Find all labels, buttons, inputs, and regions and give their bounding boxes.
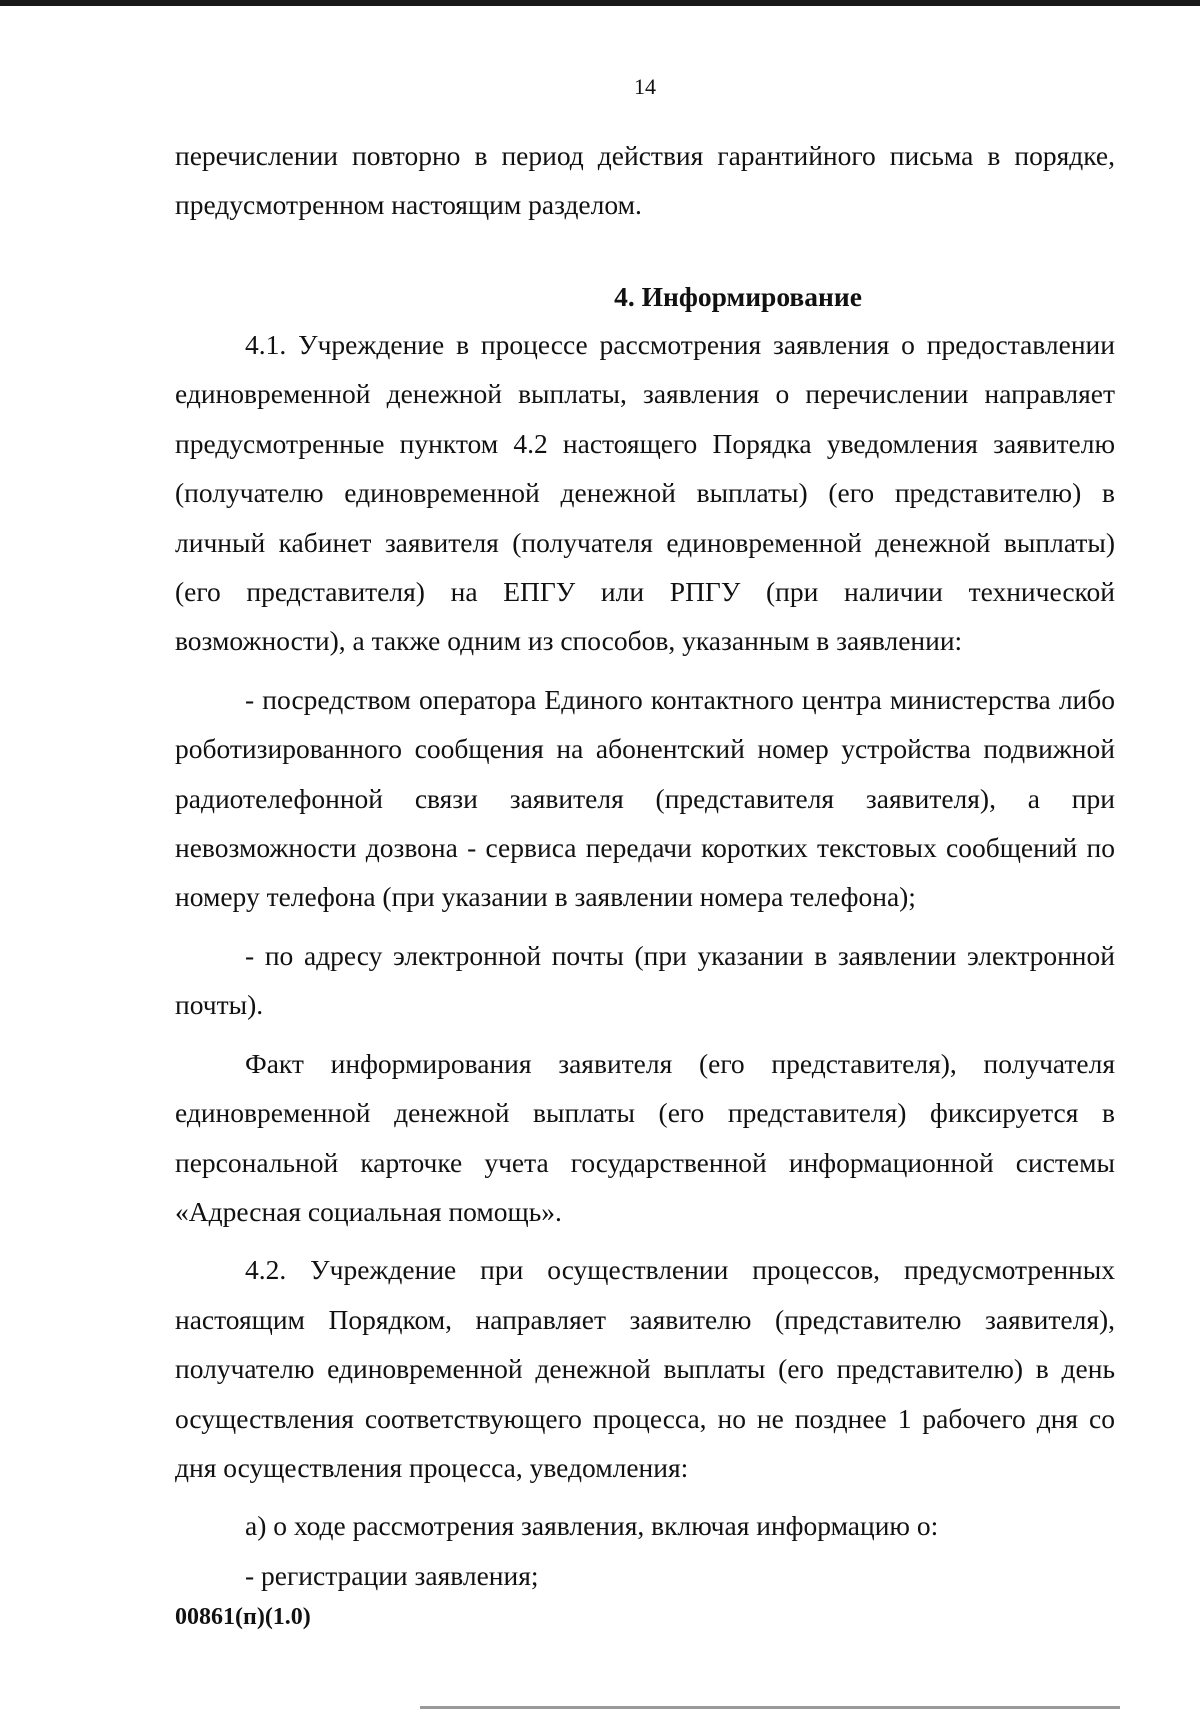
intro-paragraph-block [175, 131, 1115, 230]
scan-bottom-edge [420, 1706, 1120, 1709]
section-heading: 4. Информирование [614, 281, 862, 312]
list-item-a: а) о ходе рассмотрения заявления, включая информацию о: [245, 1510, 939, 1542]
paragraph-fact: Факт информирования заявителя (его представителя), получателя единовременной денежной выплаты (его представителя) фиксируется в персональной карточке учета государственной информационной системы «Адресная социальная помощь». [175, 1047, 1115, 1227]
paragraph-4-1: 4.1. Учреждение в процессе рассмотрения заявления о предоставлении единовременной денежной выплаты, заявления о перечислении направляет предусмотренные пунктом 4.2 настоящего Порядка уведомления заявителю (получателю единовременной денежной выплаты) (его представителю) в личный кабинет заявителя (получателя единовременной денежной выплаты) (его представителя) на ЕПГУ или РПГУ (при наличии технической возможности), а также одним из способов, указанным в заявлении: [175, 329, 1115, 657]
list-item-email: - по адресу электронной почты (при указании в заявлении электронной почты). [175, 939, 1115, 1021]
intro-paragraph: перечислении повторно в период действия гарантийного письма в порядке, предусмотренном настоящим разделом. [175, 140, 1115, 221]
list-item-registration: - регистрации заявления; [245, 1559, 539, 1591]
paragraph-4-2: 4.2. Учреждение при осуществлении процессов, предусмотренных настоящим Порядком, направляет заявителю (представителю заявителя), получателю единовременной денежной выплаты (его представителю) в день осуществления соответствующего процесса, но не позднее 1 рабочего дня со дня осуществления процесса, уведомления: [175, 1254, 1115, 1483]
document-code: 00861(п)(1.0) [175, 1604, 311, 1630]
page-number: 14 [634, 74, 656, 99]
body-text [175, 320, 1115, 1600]
list-item-phone: - посредством оператора Единого контактного центра министерства либо роботизированного сообщения на абонентский номер устройства подвижной радиотелефонной связи заявителя (представителя заявителя), а при невозможности дозвона - сервиса передачи коротких текстовых сообщений по номеру телефона (при указании в заявлении номера телефона); [175, 683, 1115, 913]
scan-top-edge [0, 0, 1200, 6]
